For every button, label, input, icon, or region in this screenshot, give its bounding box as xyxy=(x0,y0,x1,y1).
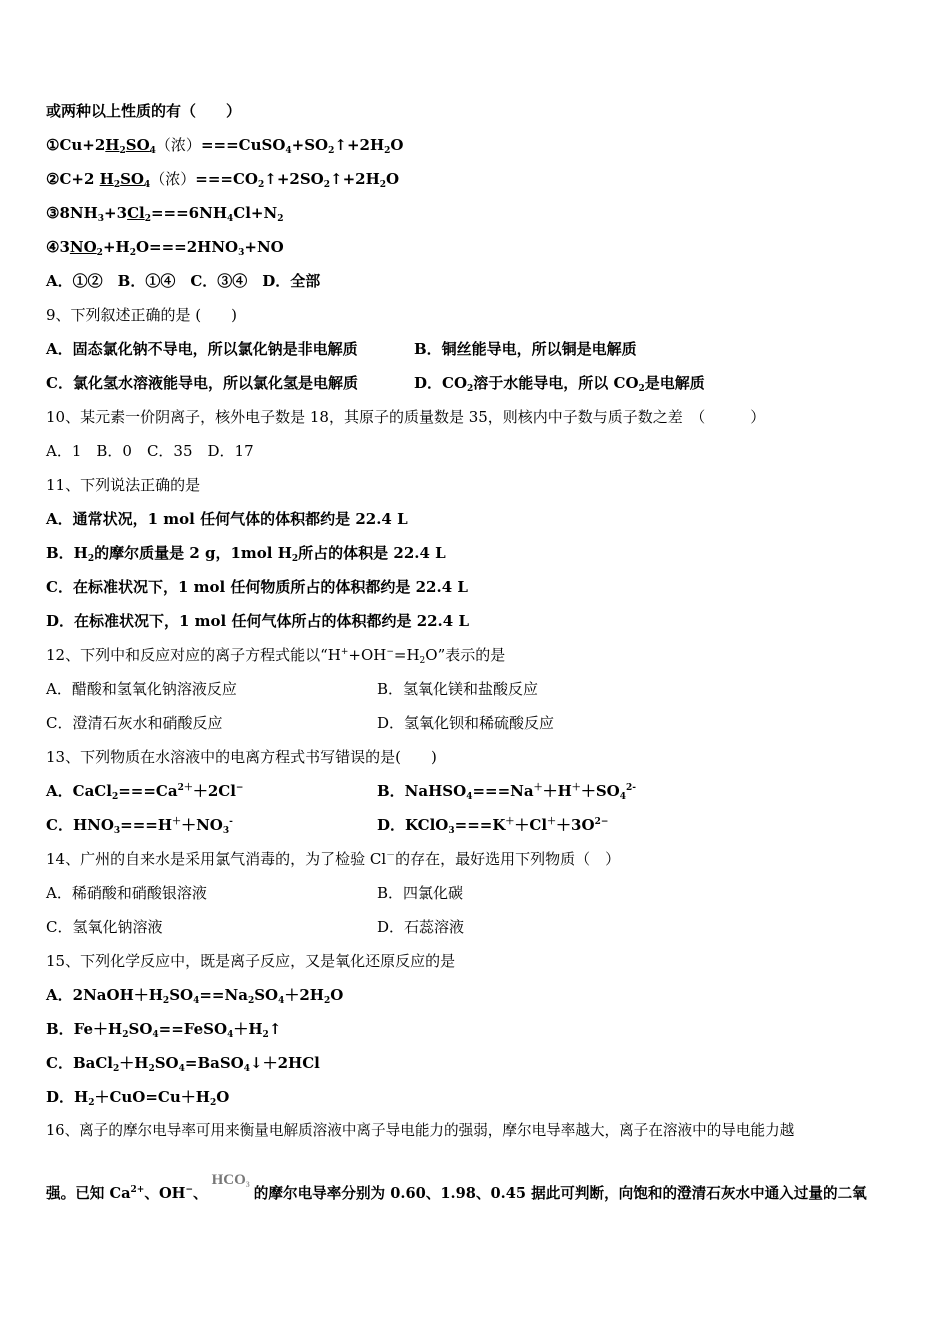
question-13-option-b: B．$NaHSO_4===Na^++H^++SO_4^{2-}$ xyxy=(377,782,636,802)
question-11-option-c: C．在标准状况下，1 mol 任何物质所占的体积都约是 22.4 L xyxy=(46,578,468,596)
reaction-3: $③8NH_3+3Cl_2===6NH_4Cl+N_2$ xyxy=(46,204,284,224)
reaction-1: $①Cu+2H_2SO_4$（浓）$===CuSO_4+SO_2↑+2H_2O$ xyxy=(46,136,404,156)
question-14-option-c: C．氢氧化钠溶液 xyxy=(46,918,163,936)
question-15-option-c: C．$BaCl_2+H_2SO_4=BaSO_4↓+2HCl$ xyxy=(46,1054,320,1074)
question-9-option-b: B．铜丝能导电，所以铜是电解质 xyxy=(414,340,637,358)
question-14-option-b: B．四氯化碳 xyxy=(377,884,464,902)
question-10-stem: 10、某元素一价阴离子，核外电子数是 18，其原子的质量数是 35，则核内中子数与质子数之差 （ ） xyxy=(46,408,766,426)
question-16-line-2: 强。已知 $Ca^{2+}$、OH−、$HCO_3$的摩尔电导率分别为 0.60、1.98、0.45 据此可判断，向饱和的澄清石灰水中通入过量的二氧 xyxy=(46,1172,867,1202)
bicarbonate-formula: $HCO_3$ xyxy=(211,1172,250,1189)
question-15-option-d: D．$H_2+CuO=Cu+H_2O$ xyxy=(46,1088,230,1108)
question-13-option-d: D．$KClO_3===K^++Cl^++3O^{2-}$ xyxy=(377,816,609,836)
question-12-stem: 12、下列中和反应对应的离子方程式能以“$H^++OH^-=H_2O$”表示的是 xyxy=(46,646,506,666)
question-12-option-c: C．澄清石灰水和硝酸反应 xyxy=(46,714,223,732)
question-16-line-1: 16、离子的摩尔电导率可用来衡量电解质溶液中离子导电能力的强弱，摩尔电导率越大，离子在溶液中的导电能力越 xyxy=(46,1122,795,1139)
question-9-option-d: D．$CO_2$溶于水能导电，所以 $CO_2$是电解质 xyxy=(414,374,705,394)
question-11-option-a: A．通常状况，1 mol 任何气体的体积都约是 22.4 L xyxy=(46,510,408,528)
question-8-options: A．①② B．①④ C．③④ D．全部 xyxy=(46,272,321,290)
question-10-options: A．1 B．0 C．35 D．17 xyxy=(46,442,254,460)
question-13-stem: 13、下列物质在水溶液中的电离方程式书写错误的是( ) xyxy=(46,748,437,766)
question-13-option-c: C．$HNO_3===H^++NO_3^-$ xyxy=(46,816,233,836)
question-11-option-d: D．在标准状况下，1 mol 任何气体所占的体积都约是 22.4 L xyxy=(46,612,469,630)
question-15-stem: 15、下列化学反应中，既是离子反应，又是氧化还原反应的是 xyxy=(46,952,456,970)
question-15-option-b: B．$Fe+H_2SO_4==FeSO_4+H_2↑$ xyxy=(46,1020,282,1040)
question-14-stem: 14、广州的自来水是采用氯气消毒的，为了检验 Cl－的存在，最好选用下列物质（ ） xyxy=(46,850,621,868)
reaction-2: ②C+2 $H_2SO_4$（浓）$===CO_2↑+2SO_2↑+2H_2O$ xyxy=(46,170,400,190)
question-9-option-a: A．固态氯化钠不导电，所以氯化钠是非电解质 xyxy=(46,340,358,358)
reaction-4: $④3NO_2+H_2O===2HNO_3+NO$ xyxy=(46,238,284,258)
question-11-stem: 11、下列说法正确的是 xyxy=(46,476,201,494)
question-8-stem-continuation: 或两种以上性质的有（ ） xyxy=(46,102,242,120)
question-14-option-d: D．石蕊溶液 xyxy=(377,918,465,936)
question-13-option-a: A．$CaCl_2===Ca^{2+}+2Cl^-$ xyxy=(46,782,244,802)
question-9-option-c: C．氯化氢水溶液能导电，所以氯化氢是电解质 xyxy=(46,374,358,392)
question-12-option-d: D．氢氧化钡和稀硫酸反应 xyxy=(377,714,555,732)
question-12-option-a: A．醋酸和氢氧化钠溶液反应 xyxy=(46,680,237,698)
question-9-stem: 9、下列叙述正确的是 ( ) xyxy=(46,306,238,324)
question-12-option-b: B．氢氧化镁和盐酸反应 xyxy=(377,680,539,698)
question-11-option-b: B．$H_2$的摩尔质量是 2 g，1mol $H_2$所占的体积是 22.4 L xyxy=(46,544,446,564)
question-14-option-a: A．稀硝酸和硝酸银溶液 xyxy=(46,884,207,902)
question-15-option-a: A．$2NaOH+H_2SO_4==Na_2SO_4+2H_2O$ xyxy=(46,986,344,1006)
